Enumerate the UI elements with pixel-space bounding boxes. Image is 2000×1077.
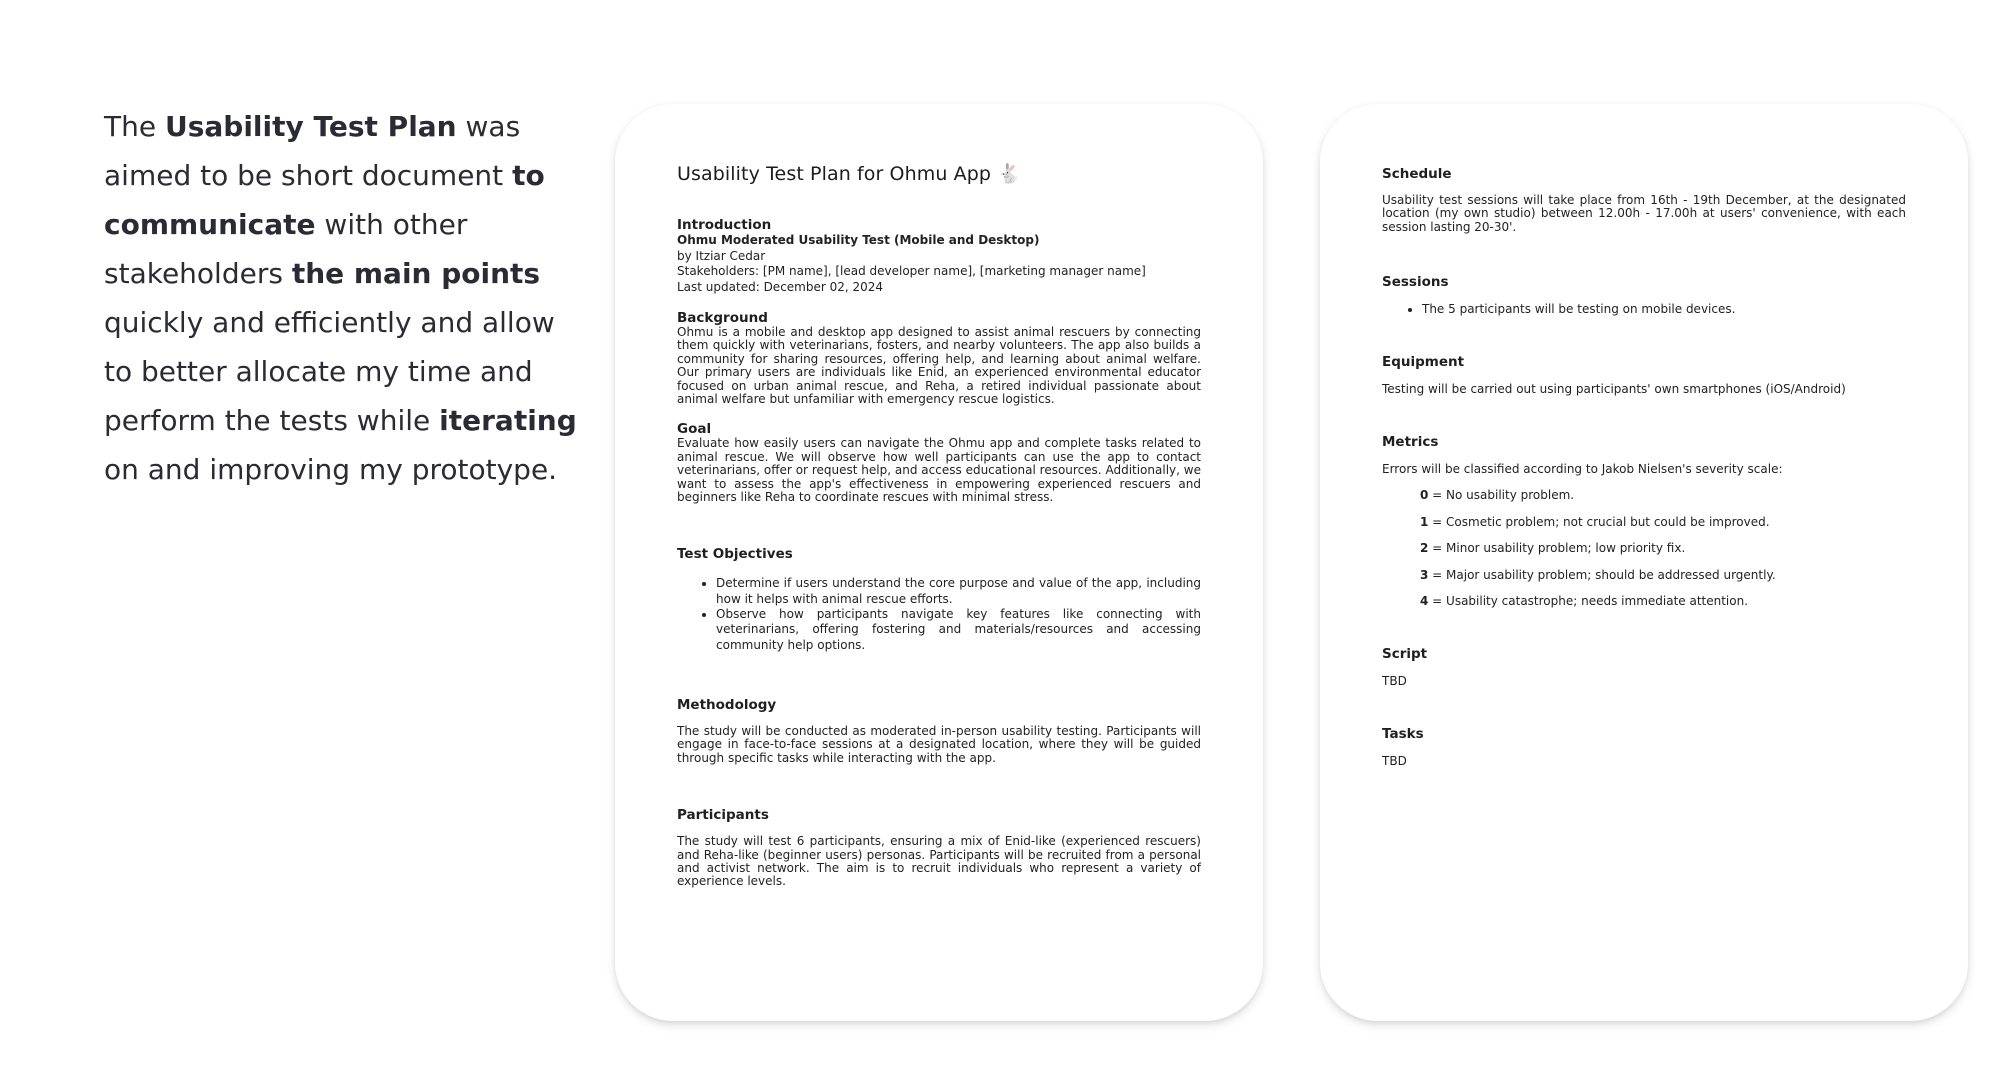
section-sessions [1382, 274, 1906, 316]
goal-text: Evaluate how easily users can navigate the Ohmu app and complete tasks related to animal rescue. We will observe how well participants can use the app to contact veterinarians, offer or request help, and access educational resources. Additionally, we want to assess the app's effectiveness in empowering experienced rescuers and beginners like Reha to coordinate rescues with minimal stress. [677, 436, 1201, 505]
doc-title: Usability Test Plan for Ohmu App 🐇 [677, 163, 1021, 185]
equipment-text: Testing will be carried out using participants' own smartphones (iOS/Android) [1382, 382, 1846, 397]
list-item: • Observe how participants navigate key features like connecting with veterinarians, offering fostering and materials/resources and accessing community help options. [716, 607, 1201, 653]
severity-number: 0 [1420, 488, 1429, 503]
section-script [1382, 646, 1906, 688]
objectives-list [677, 576, 1201, 652]
script-heading: Script [1382, 646, 1428, 663]
intro-emphasis: to communicate [104, 159, 545, 241]
sessions-heading: Sessions [1382, 274, 1449, 291]
severity-level-4 [1420, 594, 1906, 608]
objectives-heading: Test Objectives [677, 546, 793, 563]
intro-emphasis: the main points [291, 257, 541, 290]
section-goal [677, 421, 1201, 504]
script-text: TBD [1382, 674, 1407, 689]
participants-text: The study will test 6 participants, ensuring a mix of Enid-like (experienced rescuers) and Reha-like (beginner users) personas. Participants will be recruited from a personal and activist network. The aim is to recruit individuals who represent a variety of experience levels. [677, 834, 1201, 889]
section-objectives [677, 546, 1201, 652]
introduction-subtitle: Ohmu Moderated Usability Test (Mobile and Desktop) [677, 233, 1040, 247]
goal-heading: Goal [677, 421, 712, 438]
section-introduction [677, 217, 1201, 295]
section-metrics [1382, 434, 1906, 608]
methodology-heading: Methodology [677, 696, 777, 713]
section-methodology [677, 697, 1201, 765]
list-item: • The 5 participants will be testing on mobile devices. [1422, 302, 1906, 316]
intro-emphasis: Usability Test Plan [164, 110, 457, 143]
severity-level-2 [1420, 541, 1906, 555]
introduction-stakeholders: Stakeholders: [PM name], [lead developer name], [marketing manager name] [677, 264, 1146, 278]
introduction-updated: Last updated: December 02, 2024 [677, 279, 884, 294]
section-background [677, 310, 1201, 406]
section-tasks [1382, 726, 1906, 768]
intro-text: was aimed to be short document [104, 110, 521, 192]
severity-number: 2 [1420, 541, 1429, 556]
severity-desc: = Minor usability problem; low priority fix. [1428, 541, 1686, 556]
section-schedule [1382, 166, 1906, 234]
list-item: • Determine if users understand the core purpose and value of the app, including how it helps with animal rescue efforts. [716, 576, 1201, 607]
metrics-heading: Metrics [1382, 434, 1439, 451]
intro-text: with other stakeholders [104, 208, 468, 290]
intro-text: The [104, 110, 165, 143]
severity-level-0 [1420, 488, 1906, 502]
background-text: Ohmu is a mobile and desktop app designed to assist animal rescuers by connecting them quickly with veterinarians, fosters, and nearby volunteers. The app also builds a community for sharing resources, offering help, and learning about animal welfare. Our primary users are individuals like Enid, an experienced environmental educator focused on urban animal rescue, and Reha, a retired individual passionate about animal welfare but unfamiliar with emergency rescue logistics. [677, 325, 1201, 407]
document-page-2 [1320, 104, 1968, 1021]
intro-text: quickly and efficiently and allow to better allocate my time and perform the tests while [104, 306, 555, 437]
severity-level-1 [1420, 515, 1906, 529]
severity-desc: = No usability problem. [1428, 488, 1575, 503]
severity-desc: = Major usability problem; should be addressed urgently. [1428, 567, 1776, 582]
severity-desc: = Usability catastrophe; needs immediate attention. [1428, 594, 1749, 609]
introduction-author: by Itziar Cedar [677, 248, 766, 263]
participants-heading: Participants [677, 807, 769, 824]
metrics-text: Errors will be classified according to Jakob Nielsen's severity scale: [1382, 462, 1783, 477]
severity-number: 1 [1420, 514, 1429, 529]
sessions-list [1382, 302, 1906, 316]
equipment-heading: Equipment [1382, 354, 1465, 371]
introduction-heading: Introduction [677, 217, 772, 233]
document-page-1 [615, 104, 1263, 1021]
severity-number: 4 [1420, 594, 1429, 609]
severity-desc: = Cosmetic problem; not crucial but could be improved. [1428, 514, 1770, 529]
section-equipment [1382, 354, 1906, 396]
tasks-heading: Tasks [1382, 726, 1424, 743]
intro-emphasis: iterating [439, 404, 577, 437]
methodology-text: The study will be conducted as moderated in-person usability testing. Participants will engage in face-to-face sessions at a designated location, where they will be guided through specific tasks while interacting with the app. [677, 723, 1201, 765]
intro-paragraph [104, 102, 584, 494]
severity-number: 3 [1420, 567, 1429, 582]
intro-text: on and improving my prototype. [104, 453, 558, 486]
tasks-text: TBD [1382, 754, 1407, 769]
schedule-heading: Schedule [1382, 166, 1452, 182]
background-heading: Background [677, 310, 768, 326]
section-participants [677, 807, 1201, 889]
severity-level-3 [1420, 568, 1906, 582]
schedule-text: Usability test sessions will take place from 16th - 19th December, at the designated location (my own studio) between 12.00h - 17.00h at users' convenience, with each session lasting 20-30'. [1382, 193, 1906, 234]
